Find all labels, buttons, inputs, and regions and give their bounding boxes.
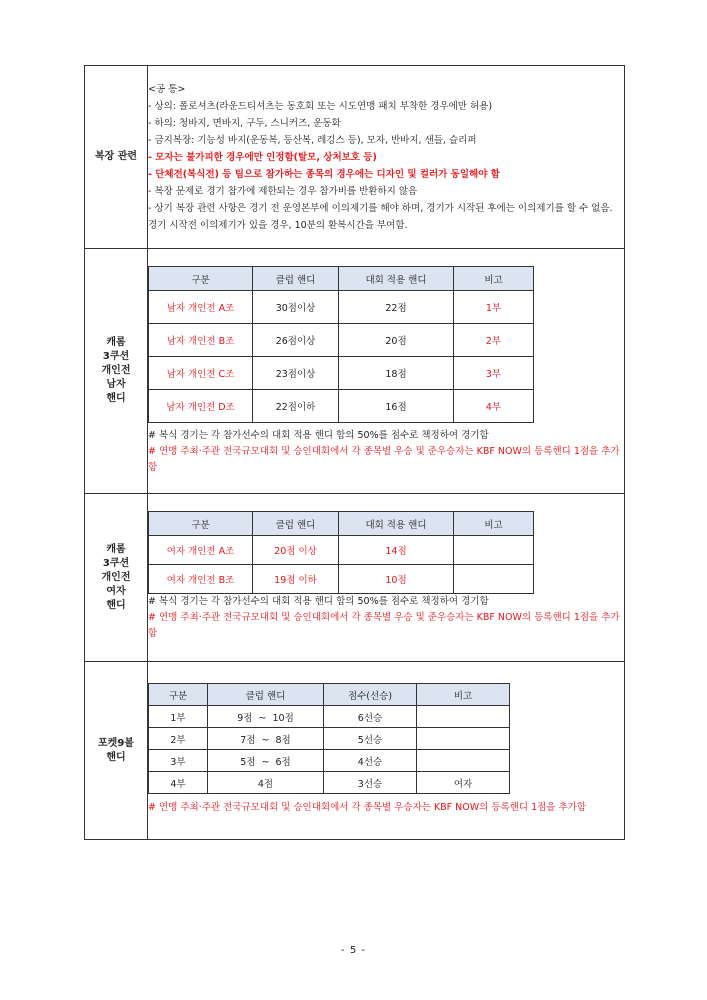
dress-line-warning: - 모자는 불가피한 경우에만 인정함(탈모, 상처보호 등) [148,151,377,163]
dress-line: - 상의: 폴로셔츠(라운드티셔츠는 동호회 또는 시도연맹 패치 부착한 경우에만 허용) [148,100,493,112]
division-cell: 여자 개인전 A조 [149,536,253,565]
female-label-line: 핸디 [106,599,126,611]
male-label-line: 3쿠션 [102,351,130,362]
male-row [85,249,625,494]
header-applied: 대회 적용 핸디 [339,267,454,291]
score-cell: 3선승 [324,772,417,794]
note-cell [454,565,534,594]
table-row [149,324,534,357]
table-row [149,706,510,728]
header-division: 구분 [149,267,253,291]
score-cell: 4선승 [324,750,417,772]
header-club: 클럽 핸디 [253,512,339,536]
rules-table [84,65,625,840]
dress-content [148,66,625,249]
applied-cell: 10점 [339,565,454,594]
club-cell: 22점이하 [253,390,339,423]
dress-line: - 복장 문제로 경기 참가에 제한되는 경우 참가비를 반환하지 않음 [148,185,418,197]
header-division: 구분 [149,684,208,706]
pocket-label [85,662,148,840]
division-cell: 여자 개인전 B조 [149,565,253,594]
division-cell: 4부 [149,772,208,794]
male-doubles-note: # 복식 경기는 각 참가선수의 대회 적용 핸디 합의 50%를 점수로 책정하여 경기함 [148,430,489,441]
applied-cell: 14점 [339,536,454,565]
club-cell: 7점 ~ 8점 [208,728,324,750]
note-cell [417,728,510,750]
male-content [148,249,625,494]
club-cell: 23점이상 [253,357,339,390]
note-cell: 4부 [454,390,534,423]
male-handicap-table [148,266,534,423]
male-label-line: 캐롬 [106,337,126,348]
division-cell: 남자 개인전 C조 [149,357,253,390]
club-cell: 9점 ~ 10점 [208,706,324,728]
pocket-label-line: 핸디 [106,751,126,763]
note-cell: 1부 [454,291,534,324]
club-cell: 20점 이상 [253,536,339,565]
female-label-line: 여자 [106,585,126,597]
pocket-handicap-table [148,683,510,794]
female-handicap-table [148,511,534,594]
header-note: 비고 [417,684,510,706]
female-content [148,494,625,662]
club-cell: 30점이상 [253,291,339,324]
table-header-row [149,267,534,291]
club-cell: 4점 [208,772,324,794]
header-score: 점수(선승) [324,684,417,706]
dress-line: <공 통> [148,83,186,95]
table-row [149,750,510,772]
table-row [149,565,534,594]
dress-line: - 하의: 청바지, 면바지, 구두, 스니커즈, 운동화 [148,117,341,129]
division-cell: 3부 [149,750,208,772]
male-label-line: 개인전 [101,365,131,376]
male-label-line: 핸디 [106,393,126,404]
table-row [149,291,534,324]
applied-cell: 22점 [339,291,454,324]
female-row [85,494,625,662]
header-division: 구분 [149,512,253,536]
note-cell [454,536,534,565]
dress-line: - 상기 복장 관련 사항은 경기 전 운영본부에 이의제기를 해야 하며, 경기가 시작된 후에는 이의제기를 할 수 없음. 경기 시작전 이의제기가 있을 경우, 10분의 환복시간을 부여함. [148,202,613,231]
header-club: 클럽 핸디 [208,684,324,706]
note-cell [417,706,510,728]
score-cell: 6선승 [324,706,417,728]
note-cell: 여자 [417,772,510,794]
note-cell [417,750,510,772]
pocket-label-line: 포켓9볼 [98,737,134,749]
dress-line: - 금지복장: 기능성 바지(운동복, 등산복, 레깅스 등), 모자, 반바지, 샌들, 슬리퍼 [148,134,477,146]
applied-cell: 20점 [339,324,454,357]
note-cell: 3부 [454,357,534,390]
division-cell: 남자 개인전 B조 [149,324,253,357]
applied-cell: 16점 [339,390,454,423]
female-label-line: 개인전 [101,571,131,583]
table-row [149,772,510,794]
female-label-line: 3쿠션 [102,557,130,569]
division-cell: 2부 [149,728,208,750]
female-label [85,494,148,662]
male-bonus-note: # 연맹 주최·주관 전국규모대회 및 승인대회에서 각 종목별 우승 및 준우승자는 KBF NOW의 등록핸디 1점을 추가함 [148,446,620,473]
dress-label: 복장 관련 [85,66,148,249]
table-row [149,357,534,390]
header-applied: 대회 적용 핸디 [339,512,454,536]
dress-row [85,66,625,249]
pocket-row [85,662,625,840]
pocket-content [148,662,625,840]
table-row [149,536,534,565]
applied-cell: 18점 [339,357,454,390]
female-label-line: 캐롬 [106,543,126,555]
table-row [149,390,534,423]
note-cell: 2부 [454,324,534,357]
division-cell: 1부 [149,706,208,728]
table-header-row [149,684,510,706]
header-club: 클럽 핸디 [253,267,339,291]
header-note: 비고 [454,267,534,291]
table-row [149,728,510,750]
division-cell: 남자 개인전 A조 [149,291,253,324]
score-cell: 5선승 [324,728,417,750]
male-label [85,249,148,494]
table-header-row [149,512,534,536]
male-label-line: 남자 [106,379,126,390]
club-cell: 26점이상 [253,324,339,357]
header-note: 비고 [454,512,534,536]
pocket-bonus-note: # 연맹 주최·주관 전국규모대회 및 승인대회에서 각 종목별 우승자는 KBF NOW의 등록핸디 1점을 추가함 [148,802,587,813]
dress-line-warning: - 단체전(복식전) 등 팀으로 참가하는 종목의 경우에는 디자인 및 컬러가 동일해야 함 [148,168,500,180]
female-doubles-note: # 복식 경기는 각 참가선수의 대회 적용 핸디 합의 50%를 점수로 책정하여 경기함 [148,596,489,607]
club-cell: 5점 ~ 6점 [208,750,324,772]
female-bonus-note: # 연맹 주최·주관 전국규모대회 및 승인대회에서 각 종목별 우승 및 준우승자는 KBF NOW의 등록핸디 1점을 추가함 [148,612,620,639]
page-number: - 5 - [341,945,366,956]
division-cell: 남자 개인전 D조 [149,390,253,423]
club-cell: 19점 이하 [253,565,339,594]
